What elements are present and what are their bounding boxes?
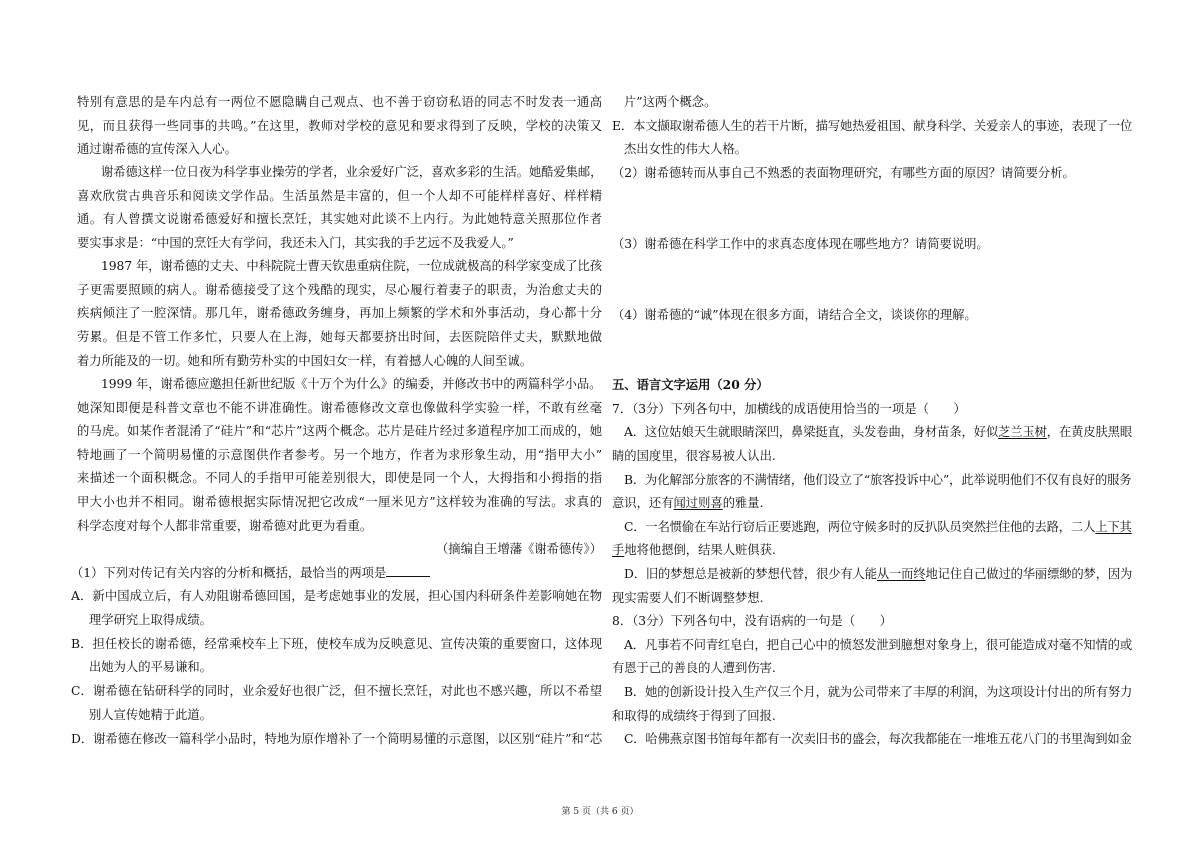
text-line: 来描述一个面积概念。不同人的手指甲可能差别很大，即使是同一个人，大拇指和小拇指的指: [77, 471, 602, 485]
underlined-idiom: 从一而终: [876, 567, 926, 581]
text-line: 着力所能及的一切。她和所有勤劳朴实的中国妇女一样，有着撼人心魄的人间至诚。: [77, 354, 532, 368]
text-line: 劳累。但是不管工作多忙，只要人在上海，她每天都要挤出时间，去医院陪伴丈夫，默默地做: [77, 330, 602, 344]
q7-option-d: [612, 566, 1132, 582]
option-a: A．新中国成立后，有人劝阻谢希德回国，是考虑她事业的发展，担心国内科研条件差影响她在物: [71, 589, 602, 603]
text-line: 要实事求是：“中国的烹饪大有学问，我还未入门，其实我的手艺远不及我爱人。”: [77, 236, 514, 250]
option-a-cont: 理学研究上取得成绩。: [89, 613, 212, 627]
q7-option-b: B．为化解部分旅客的不满情绪，他们设立了“旅客投诉中心”，此举说明他们不仅有良好的服务: [624, 473, 1132, 487]
option-c-cont: 别人宣传她精于此道。: [89, 708, 212, 722]
text-span: 地将他摁倒，结果人赃俱获.: [624, 543, 776, 557]
text-line: 特别有意思的是车内总有一两位不愿隐瞒自己观点、也不善于窃窃私语的同志不时发表一通高: [77, 95, 602, 109]
text-line: 科学态度对每个人都非常重要，谢希德对此更为看重。: [77, 519, 373, 533]
option-b: B．担任校长的谢希德，经常乘校车上下班，使校车成为反映意见、宣传决策的重要窗口，这体现: [71, 637, 602, 651]
text-span: 意识，还有: [612, 496, 674, 510]
underlined-idiom: 手: [612, 543, 625, 557]
text-span: A．这位姑娘天生就眼睛深凹，鼻梁挺直，头发卷曲，身材苗条，好似: [624, 425, 999, 439]
text-span: ，在黄皮肤黑眼: [1046, 425, 1132, 439]
q8-option-a-cont: 有恩于己的善良的人遭到伤害.: [612, 661, 776, 675]
q8-option-b: B．她的创新设计投入生产仅三个月，就为公司带来了丰厚的利润，为这项设计付出的所有努力: [624, 685, 1132, 699]
question-1: [71, 565, 602, 581]
text-line: 1999 年，谢希德应邀担任新世纪版《十万个为什么》的编委，并修改书中的两篇科学小品。: [101, 377, 602, 391]
text-line: 特地画了一个简明易懂的示意图供作者参考。另一个地方，作者为求形象生动，用“指甲大小”: [77, 448, 602, 462]
q7-option-a: [612, 424, 1132, 440]
q8-option-c: C．哈佛燕京图书馆每年都有一次卖旧书的盛会，每次我都能在一堆堆五花八门的书里淘到如金: [624, 732, 1132, 746]
underlined-idiom: 芝兰玉树: [998, 425, 1047, 439]
text-line: 通。有人曾撰文说谢希德爱好和擅长烹饪，其实她对此谈不上内行。为此她特意关照那位作者: [77, 212, 602, 226]
source-citation: （摘编自王增藩《谢希德传》）: [435, 542, 602, 556]
question-8: 8．（3分）下列各句中，没有语病的一句是（ ）: [612, 614, 893, 628]
text-line: 疾病倾注了一腔深情。那几年，谢希德政务缠身，再加上频繁的学术和外事活动，身心都十分: [77, 306, 602, 320]
q7-option-d-cont: 现实需要人们不断调整梦想.: [612, 591, 764, 605]
q7-option-a-cont: 睛的国度里，很容易被人认出.: [612, 449, 776, 463]
text-line: 甲大小也并不相同。谢希德根据实际情况把它改成“一厘米见方”这样较为准确的写法。求真的: [77, 495, 602, 509]
question-2: （2）谢希德转而从事自己不熟悉的表面物理研究，有哪些方面的原因？请简要分析。: [612, 166, 1075, 180]
text-span: C．一名惯偷在车站行窃后正要逃跑，两位守候多时的反扒队员突然拦住他的去路，二人: [624, 520, 1096, 534]
option-d-cont: 片”这两个概念。: [624, 95, 717, 109]
underlined-idiom: 闻过则喜: [673, 496, 723, 510]
question-3: （3）谢希德在科学工作中的求真态度体现在哪些地方？请简要说明。: [612, 237, 989, 251]
q8-option-b-cont: 和取得的成绩终于得到了回报.: [612, 709, 776, 723]
text-line: 谢希德这样一位日夜为科学事业操劳的学者，业余爱好广泛，喜欢多彩的生活。她酷爱集邮，: [101, 165, 602, 179]
q7-option-c: [612, 519, 1132, 535]
text-span: 地记住自己做过的华丽缥缈的梦，因为: [925, 567, 1132, 581]
page-footer: 第 5 页（共 6 页）: [561, 807, 639, 817]
question-text: （1）下列对传记有关内容的分析和概括，最恰当的两项是: [71, 566, 387, 580]
text-line: 她深知即便是科普文章也不能不讲准确性。谢希德修改文章也像做科学实验一样，不敢有丝毫: [77, 401, 602, 415]
text-span: 的雅量.: [722, 496, 764, 510]
text-line: 喜欢欣赏古典音乐和阅读文学作品。生活虽然是丰富的，但一个人却不可能样样喜好、样样精: [77, 189, 602, 203]
answer-blank[interactable]: [386, 565, 430, 577]
option-d: D．谢希德在修改一篇科学小品时，特地为原作增补了一个简明易懂的示意图，以区别“硅片”和“芯: [71, 732, 602, 746]
option-b-cont: 出她为人的平易谦和。: [89, 660, 212, 674]
underlined-idiom: 上下其: [1095, 520, 1132, 534]
text-line: 子更需要照顾的病人。谢希德接受了这个残酷的现实，尽心履行着妻子的职责，为治愈丈夫的: [77, 283, 602, 297]
text-span: D．旧的梦想总是被新的梦想代替，很少有人能: [624, 567, 877, 581]
question-7: 7．（3分）下列各句中，加横线的成语使用恰当的一项是（ ）: [612, 402, 966, 416]
q7-option-c-cont: [612, 542, 1132, 558]
q8-option-a: A．凡事若不问青红皂白，把自己心中的愤怒发泄到臆想对象身上，很可能造成对毫不知情的或: [624, 638, 1132, 652]
option-c: C．谢希德在钻研科学的同时，业余爱好也很广泛，但不擅长烹饪，对此也不感兴趣，所以不希望: [71, 684, 602, 698]
text-line: 通过谢希德的宣传深入人心。: [77, 142, 237, 156]
text-line: 1987 年，谢希德的丈夫、中科院院士曹天钦患重病住院，一位成就极高的科学家变成了比孩: [101, 259, 602, 273]
option-e-cont: 杰出女性的伟大人格。: [624, 142, 747, 156]
text-line: 的马虎。如某作者混淆了“硅片”和“芯片”这两个概念。芯片是硅片经过多道程序加工而成的，她: [77, 424, 602, 438]
q7-option-b-cont: [612, 495, 1132, 511]
section-heading: 五、语言文字运用（20 分）: [612, 377, 769, 392]
option-e: E．本文撷取谢希德人生的若干片断，描写她热爱祖国、献身科学、关爱亲人的事迹，表现了一位: [612, 119, 1132, 133]
text-line: 见，而且获得一些同事的共鸣。”在这里，教师对学校的意见和要求得到了反映，学校的决策又: [77, 119, 602, 133]
question-4: （4）谢希德的“诚”体现在很多方面，请结合全文，谈谈你的理解。: [612, 308, 977, 322]
